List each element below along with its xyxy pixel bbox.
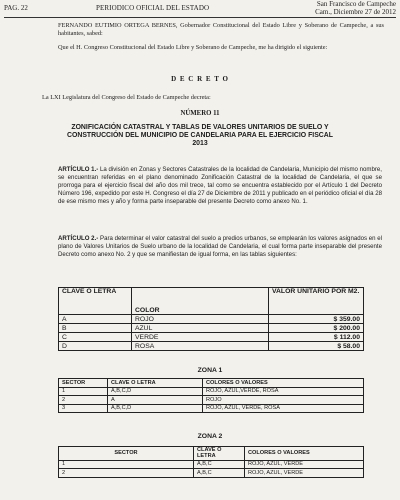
col-header-color: COLOR	[132, 288, 269, 315]
col-header-valor: VALOR UNITARIO POR M2.	[269, 288, 364, 315]
articulo-2-label: ARTÍCULO 2.-	[58, 235, 99, 242]
table-row: A ROJO $ 359.00	[59, 315, 364, 324]
table-row: 3 A,B,C,D ROJO, AZUL, VERDE, ROSA	[59, 404, 364, 413]
header-place-date	[315, 0, 396, 16]
header-date: Cam., Diciembre 27 de 2012	[315, 8, 396, 16]
articulo-1	[58, 166, 382, 206]
table-header-row: SECTOR CLAVE O LETRA COLORES O VALORES	[59, 379, 364, 388]
decreto-heading: D E C R E T O	[171, 75, 229, 83]
intro-governor: FERNANDO EUTIMIO ORTEGA BERNES, Gobernador Constitucional del Estado Libre y Soberano de Campeche, a sus habitantes, sabed:	[58, 22, 384, 38]
table-row: B AZUL $ 200.00	[59, 324, 364, 333]
zona-1-title: ZONA 1	[197, 367, 223, 374]
articulo-1-label: ARTÍCULO 1.-	[58, 166, 99, 173]
header-place: San Francisco de Campeche	[316, 0, 396, 8]
header-rule	[4, 17, 396, 18]
publication-name: PERIODICO OFICIAL DEL ESTADO	[96, 4, 210, 12]
table-row: 2 A ROJO	[59, 396, 364, 405]
table-row: 1 A,B,C,D ROJO, AZUL,VERDE, ROSA	[59, 387, 364, 396]
articulo-1-text: La división en Zonas y Sectores Catastrales de la localidad de Candelaria, Municipio del mismo nombre, se encuentran referidas en el plano denominado Zonificación Catastral de la localidad de Candelaria, el que se prorroga para el ejercicio fiscal del año dos mil trece, tal como se encuentra establecido por el Artículo 1 del Decreto Número 196, expedido por este H. Congreso el día 27 de Diciembre de 2011 y publicado en el periódico oficial el día 28 de ese mismo mes y año y forma parte inseparable del presente Decreto como anexo No. 1.	[58, 166, 382, 206]
articulo-2-text: Para determinar el valor catastral del suelo a predios urbanos, se emplearán los valores asignados en el plano de Valores Unitarios de Suelo urbano de la localidad de Candelaria, el cual forma parte inseparable del presente Decreto como anexo No. 2 y que se manifiestan de igual forma, en las tablas siguientes:	[58, 235, 382, 259]
zona-1-table	[58, 378, 364, 413]
decreto-number: NÚMERO 11	[180, 110, 220, 117]
table-row: 1 A,B,C ROJO, AZUL, VERDE	[59, 460, 364, 469]
articulo-2	[58, 235, 382, 259]
decreto-title: ZONIFICACIÓN CATASTRAL Y TABLAS DE VALORES UNITARIOS DE SUELO Y CONSTRUCCIÓN DEL MUNICIPIO DE CANDELARIA PARA EL EJERCICIO FISCAL 2013	[67, 124, 333, 148]
col-header-clave: CLAVE O LETRA	[59, 288, 132, 315]
table-row: 2 A,B,C ROJO, AZUL, VERDE	[59, 469, 364, 478]
zona-2-table	[58, 446, 364, 478]
table-row: C VERDE $ 112.00	[59, 333, 364, 342]
table-row: D ROSA $ 58.00	[59, 342, 364, 351]
legislature-line: La LXI Legislatura del Congreso del Estado de Campeche decreta:	[42, 94, 211, 101]
table-header-row	[59, 288, 364, 315]
table-header-row: SECTOR CLAVE O LETRA COLORES O VALORES	[59, 447, 364, 461]
zona-2-title: ZONA 2	[197, 433, 223, 440]
values-table	[58, 287, 364, 351]
page-number: PAG. 22	[4, 4, 28, 12]
intro-congress: Que el H. Congreso Constitucional del Estado Libre y Soberano de Campeche, me ha dirigido el siguiente:	[58, 44, 328, 51]
